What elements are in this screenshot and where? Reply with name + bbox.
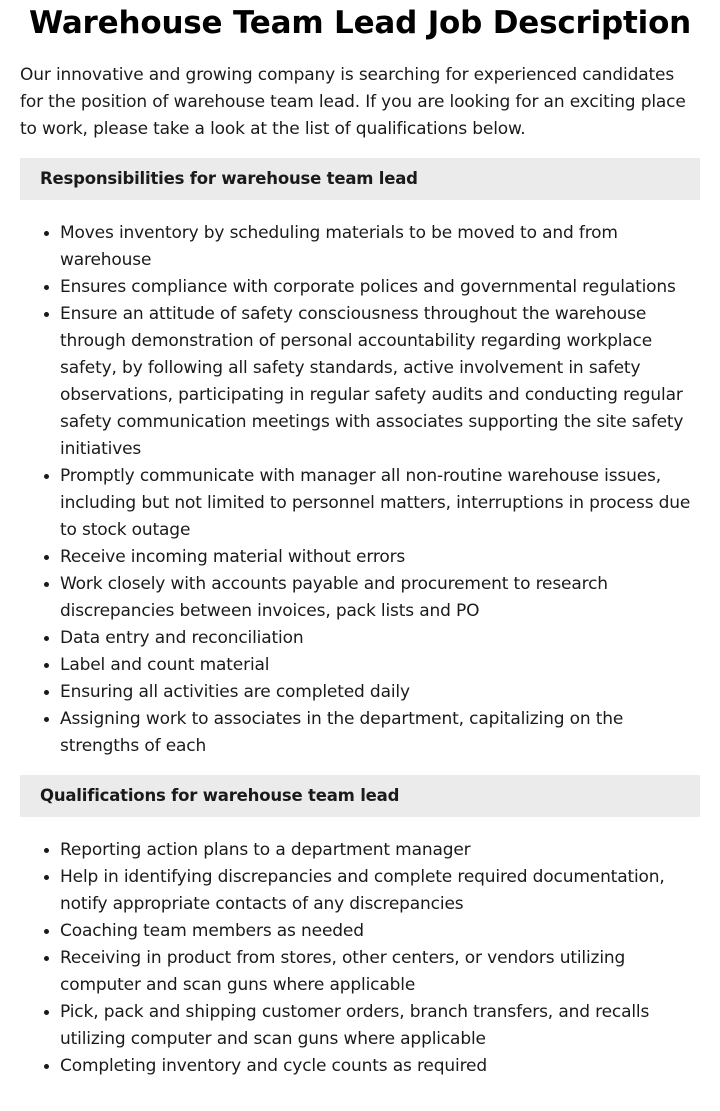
responsibilities-list: [20, 220, 700, 760]
qualifications-list: [20, 837, 700, 1080]
intro-paragraph: Our innovative and growing company is searching for experienced candidates for the position of warehouse team lead. If you are looking for an exciting place to work, please take a look at the list of qualifications below.: [20, 65, 686, 139]
page-title: Warehouse Team Lead Job Description: [28, 5, 692, 41]
list-item: • Label and count material: [60, 652, 700, 679]
list-item: • Receiving in product from stores, other centers, or vendors utilizing computer and scan guns where applicable: [60, 945, 700, 999]
list-item: • Pick, pack and shipping customer orders, branch transfers, and recalls utilizing computer and scan guns where applicable: [60, 999, 700, 1053]
list-item: • Assigning work to associates in the department, capitalizing on the strengths of each: [60, 706, 700, 760]
list-item: • Coaching team members as needed: [60, 918, 700, 945]
list-item: • Work closely with accounts payable and procurement to research discrepancies between invoices, pack lists and PO: [60, 571, 700, 625]
list-item: • Promptly communicate with manager all non-routine warehouse issues, including but not limited to personnel matters, interruptions in process due to stock outage: [60, 463, 700, 544]
list-item: • Ensures compliance with corporate polices and governmental regulations: [60, 274, 700, 301]
list-item: • Data entry and reconciliation: [60, 625, 700, 652]
list-item: • Ensure an attitude of safety consciousness throughout the warehouse through demonstration of personal accountability regarding workplace safety, by following all safety standards, active involvement in safety observations, participating in regular safety audits and conducting regular safety communication meetings with associates supporting the site safety initiatives: [60, 301, 700, 463]
list-item: • Ensuring all activities are completed daily: [60, 679, 700, 706]
list-item: • Moves inventory by scheduling materials to be moved to and from warehouse: [60, 220, 700, 274]
list-item: • Reporting action plans to a department manager: [60, 837, 700, 864]
list-item: • Completing inventory and cycle counts as required: [60, 1053, 700, 1080]
list-item: • Receive incoming material without errors: [60, 544, 700, 571]
responsibilities-heading: Responsibilities for warehouse team lead: [20, 158, 700, 200]
list-item: • Help in identifying discrepancies and complete required documentation, notify appropriate contacts of any discrepancies: [60, 864, 700, 918]
qualifications-heading: Qualifications for warehouse team lead: [20, 775, 700, 817]
